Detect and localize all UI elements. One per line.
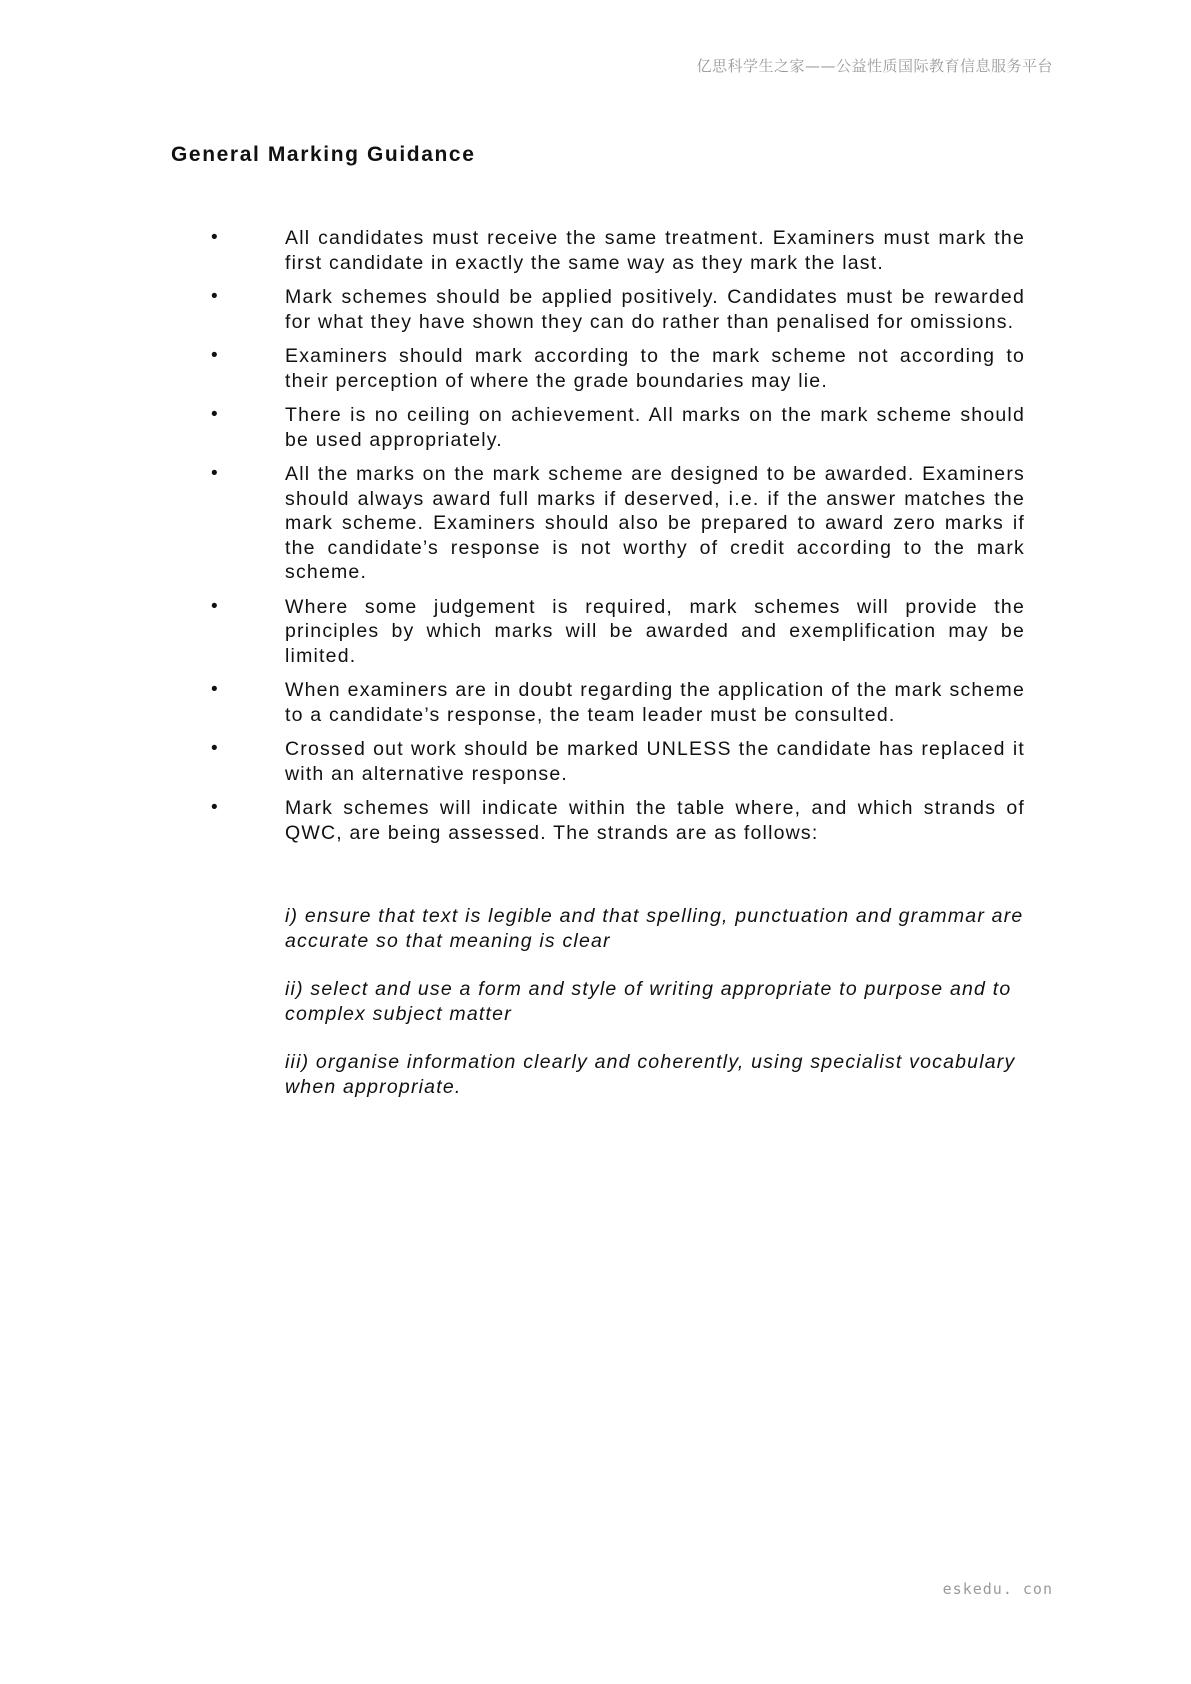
bullet-icon: •: [211, 595, 218, 617]
list-item-text: Examiners should mark according to the mark scheme not according to their perception of where the grade boundaries may lie.: [285, 345, 1025, 392]
list-item: [211, 285, 1031, 334]
list-item: [211, 595, 1031, 669]
bullet-icon: •: [211, 738, 218, 759]
list-item-text: Mark schemes will indicate within the table where, and which strands of QWC, are being assessed. The strands are as follows:: [285, 797, 1025, 844]
bullet-icon: •: [211, 345, 218, 366]
footer-watermark: eskedu. con: [942, 1580, 1053, 1598]
bullet-icon: •: [211, 797, 218, 818]
bullet-icon: •: [211, 404, 218, 425]
list-item-text: Where some judgement is required, mark schemes will provide the principles by which marks will be awarded and exemplification may be limited.: [285, 595, 1025, 667]
qwc-strand-2: ii) select and use a form and style of writing appropriate to purpose and to complex subject matter: [285, 978, 1012, 1025]
list-item: [211, 344, 1031, 393]
bullet-icon: •: [211, 679, 218, 700]
qwc-strand-1: i) ensure that text is legible and that spelling, punctuation and grammar are accurate so that meaning is clear: [285, 905, 1024, 952]
list-item: [211, 737, 1031, 786]
qwc-strand-3: iii) organise information clearly and coherently, using specialist vocabulary when appropriate.: [285, 1051, 1016, 1098]
list-item-text: All the marks on the mark scheme are designed to be awarded. Examiners should always award full marks if deserved, i.e. if the answer matches the mark scheme. Examiners should also be prepared to award zero marks if the candidate’s response is not worthy of credit according to the mark scheme.: [285, 463, 1025, 583]
list-item: [211, 678, 1031, 727]
bullet-icon: •: [211, 227, 218, 248]
qwc-strands: [285, 904, 1025, 1123]
list-item: [211, 226, 1031, 275]
list-item-text: When examiners are in doubt regarding the application of the mark scheme to a candidate’s response, the team leader must be consulted.: [285, 679, 1025, 726]
list-item: [211, 796, 1031, 845]
header-watermark: 亿思科学生之家——公益性质国际教育信息服务平台: [696, 57, 1053, 75]
list-item: [211, 462, 1031, 585]
bullet-icon: •: [211, 463, 218, 484]
list-item-text: All candidates must receive the same treatment. Examiners must mark the first candidate in exactly the same way as they mark the last.: [285, 227, 1025, 274]
list-item-text: There is no ceiling on achievement. All marks on the mark scheme should be used appropriately.: [285, 404, 1025, 451]
bullet-icon: •: [211, 286, 218, 307]
guidance-list: [211, 226, 1031, 855]
list-item-text: Crossed out work should be marked UNLESS the candidate has replaced it with an alternative response.: [285, 738, 1025, 785]
page-title: General Marking Guidance: [171, 143, 476, 166]
list-item-text: Mark schemes should be applied positively. Candidates must be rewarded for what they have shown they can do rather than penalised for omissions.: [285, 286, 1025, 333]
list-item: [211, 403, 1031, 452]
